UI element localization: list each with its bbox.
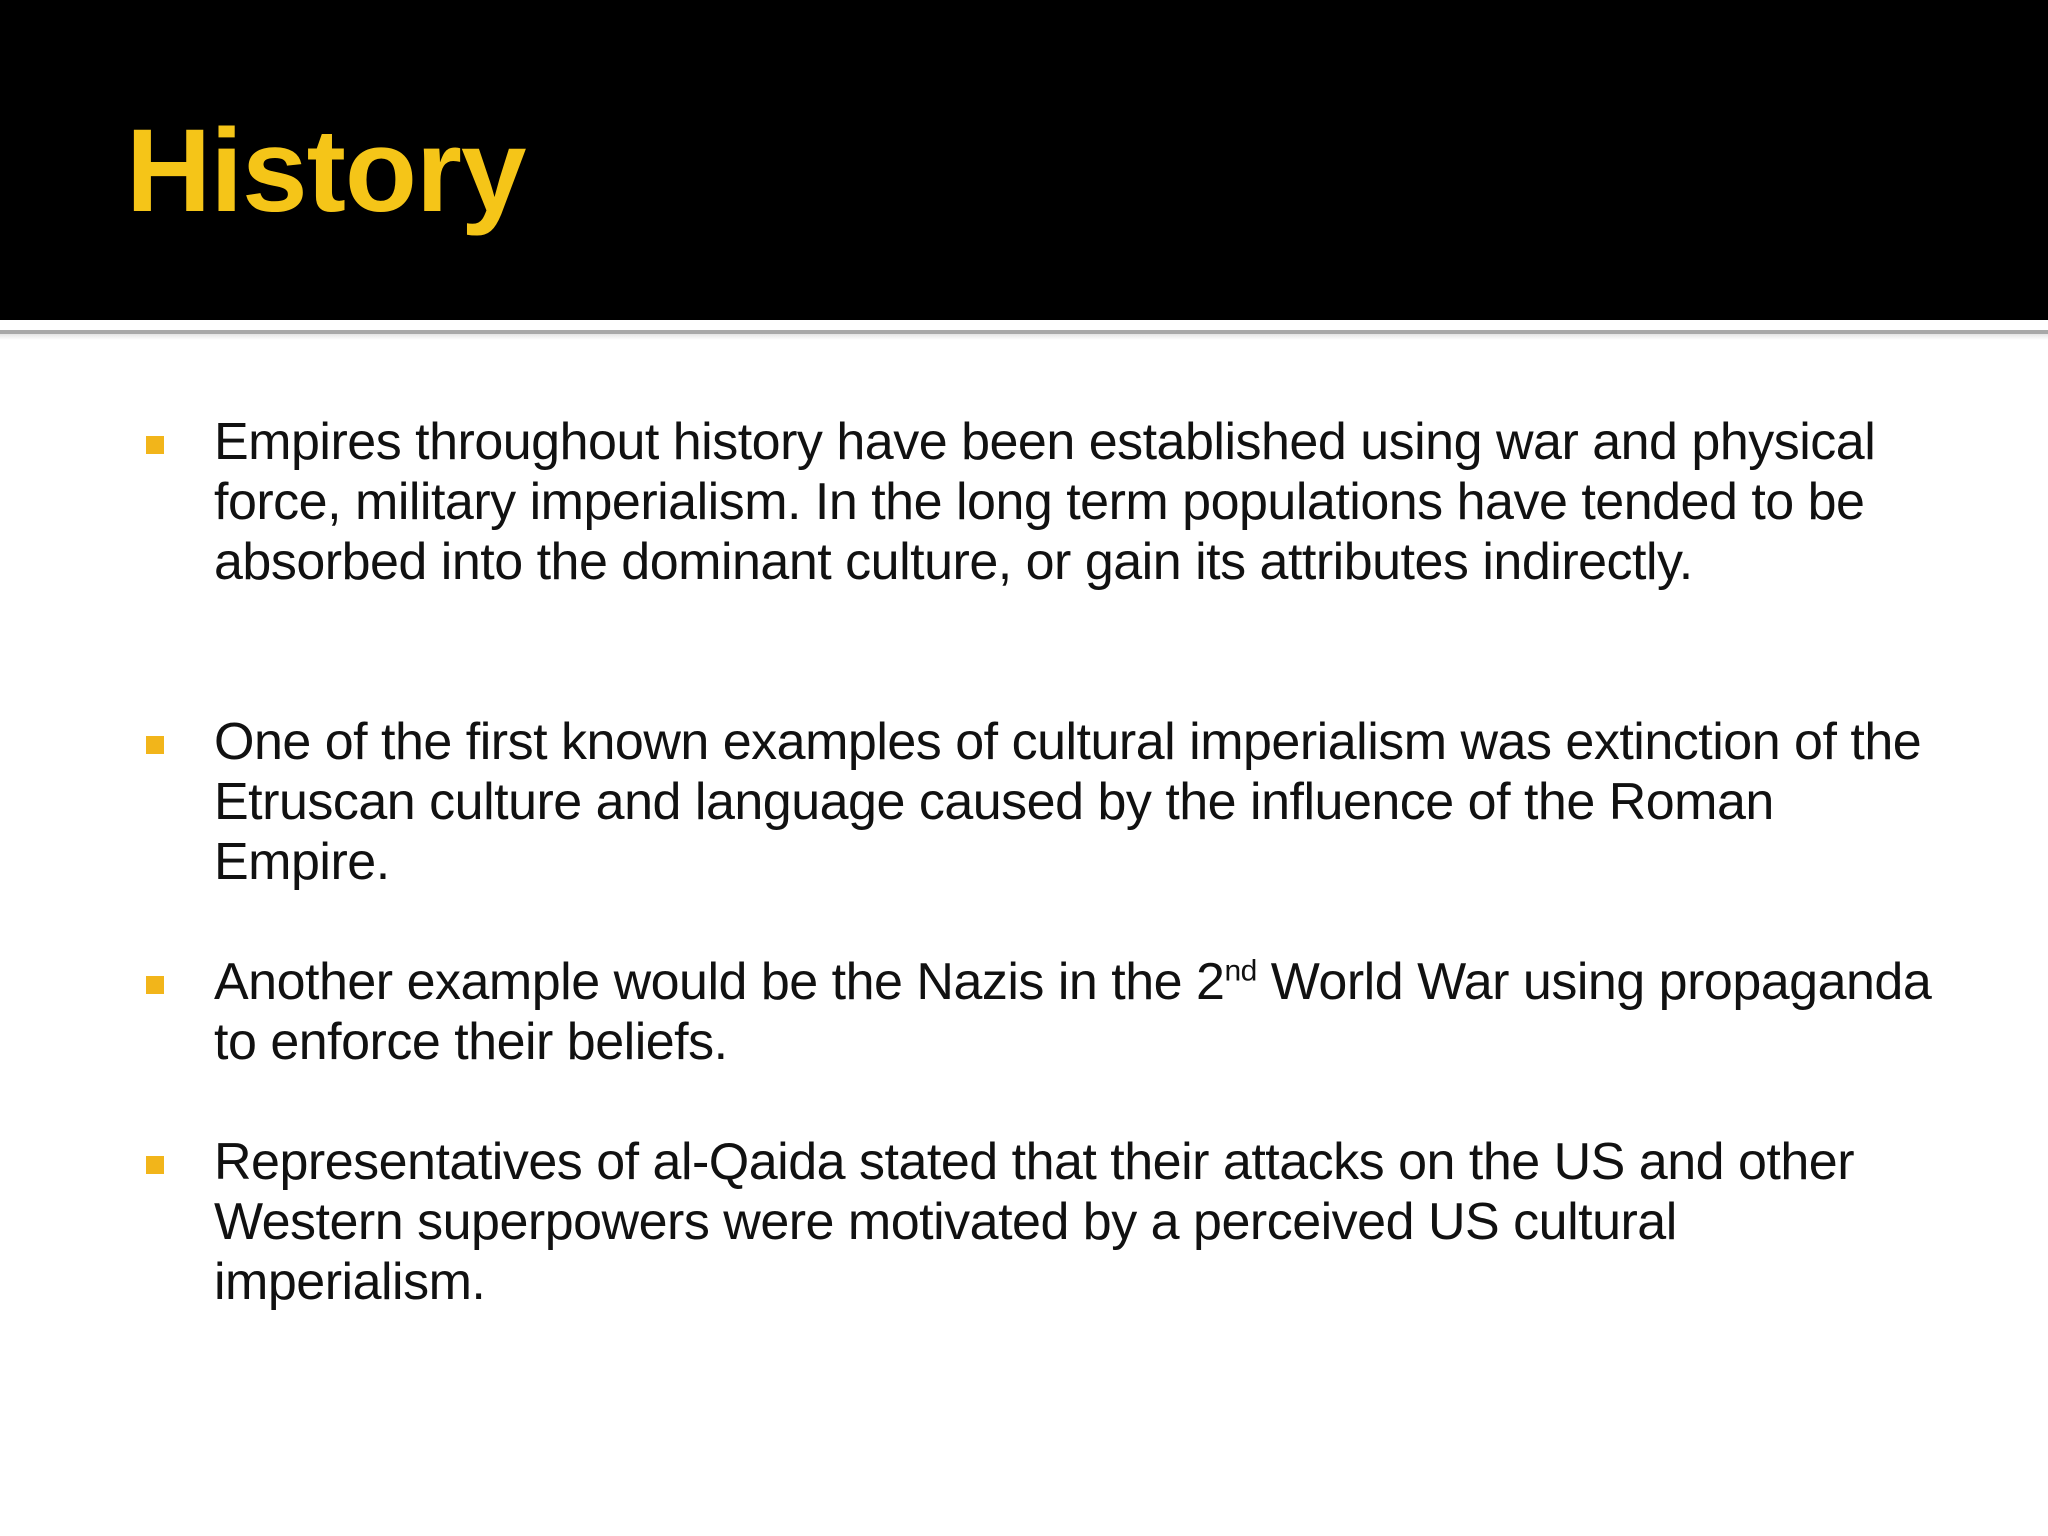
bullet-text-end: World War using propaganda to enforce their beliefs. [214,953,1932,1071]
square-bullet-icon [146,736,164,754]
square-bullet-icon [146,436,164,454]
bullet-text: Representatives of al-Qaida stated that their attacks on the US and other Western superpowers were motivated by a perceived US cultural imperialism. [214,1133,1855,1311]
ordinal-superscript: nd [1224,954,1257,988]
bullet-text [214,952,1934,1072]
bullet-text: Empires throughout history have been established using war and physical force, military imperialism. In the long term populations have tended to be absorbed into the dominant culture, or gain its attributes indirectly. [214,413,1876,591]
slide-title: History [126,105,526,237]
bullet-text: One of the first known examples of cultural imperialism was extinction of the Etruscan culture and language caused by the influence of the Roman Empire. [214,713,1922,891]
square-bullet-icon [146,1156,164,1174]
square-bullet-icon [146,976,164,994]
bullet-text-start: Another example would be the Nazis in the 2 [214,953,1225,1011]
